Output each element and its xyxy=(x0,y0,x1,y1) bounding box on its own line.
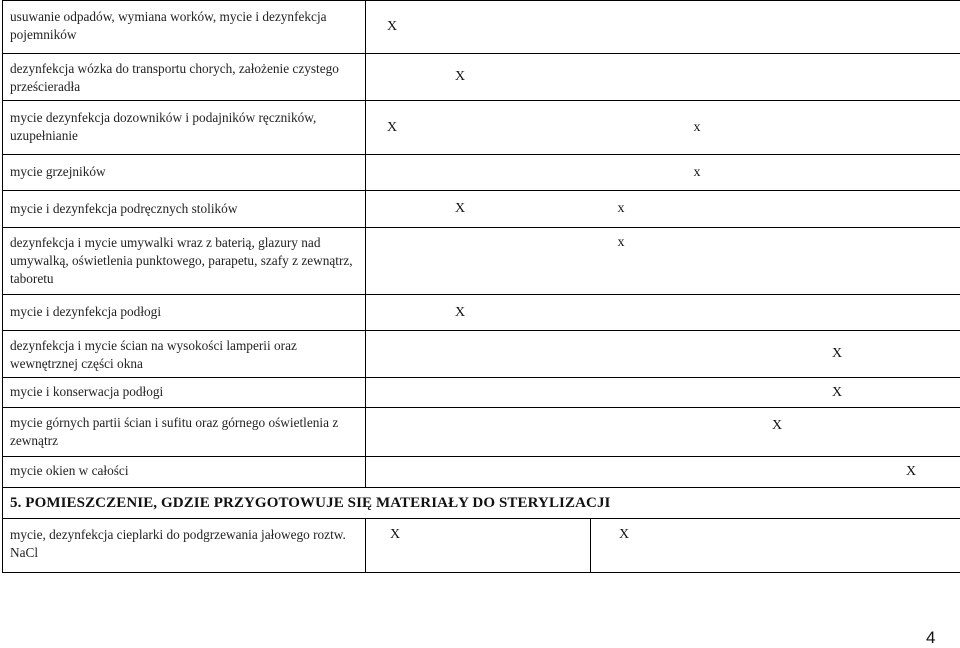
section-heading-row xyxy=(3,488,960,519)
task-description: mycie okien w całości xyxy=(10,463,129,478)
task-description: mycie i konserwacja podłogi xyxy=(10,384,164,399)
table-row xyxy=(3,101,960,155)
frequency-mark: X xyxy=(454,201,466,216)
frequency-mark: X xyxy=(454,304,466,320)
frequency-mark: X xyxy=(831,384,843,400)
table-row xyxy=(3,54,960,101)
table-row xyxy=(3,155,960,191)
cleaning-schedule-table xyxy=(2,0,960,573)
frequency-mark: X xyxy=(389,527,401,542)
frequency-mark: X xyxy=(386,119,398,135)
task-description: dezynfekcja wózka do transportu chorych, założenie czystego prześcieradła xyxy=(10,61,339,94)
frequency-mark: x xyxy=(693,119,701,135)
table-row xyxy=(3,519,960,573)
table-row xyxy=(3,0,960,54)
frequency-mark: X xyxy=(454,69,466,84)
task-description: dezynfekcja i mycie ścian na wysokości lamperii oraz wewnętrznej części okna xyxy=(10,338,297,371)
table-row xyxy=(3,295,960,331)
page-number: 4 xyxy=(926,628,936,647)
task-description: dezynfekcja i mycie umywalki wraz z baterią, glazury nad umywalką, oświetlenia punktowego, parapetu, szafy z zewnątrz, taboretu xyxy=(10,235,353,286)
task-description: mycie i dezynfekcja podręcznych stolików xyxy=(10,201,238,216)
section-heading: 5. POMIESZCZENIE, GDZIE PRZYGOTOWUJE SIĘ MATERIAŁY DO STERYLIZACJI xyxy=(10,494,611,511)
frequency-mark: X xyxy=(905,464,917,479)
table-row xyxy=(3,331,960,378)
table-row xyxy=(3,228,960,295)
table-row xyxy=(3,378,960,408)
frequency-mark: X xyxy=(831,346,843,361)
table-row xyxy=(3,408,960,457)
frequency-mark: x xyxy=(617,235,625,250)
frequency-mark: x xyxy=(617,201,625,216)
task-description: mycie, dezynfekcja cieplarki do podgrzewania jałowego roztw. NaCl xyxy=(10,527,346,560)
task-description: mycie górnych partii ścian i sufitu oraz górnego oświetlenia z zewnątrz xyxy=(10,415,339,448)
frequency-mark: X xyxy=(386,19,398,34)
table-row xyxy=(3,457,960,488)
frequency-mark: x xyxy=(693,164,701,180)
task-description: usuwanie odpadów, wymiana worków, mycie i dezynfekcja pojemników xyxy=(10,9,327,42)
task-description: mycie grzejników xyxy=(10,164,106,179)
frequency-mark: X xyxy=(771,418,783,433)
task-description: mycie i dezynfekcja podłogi xyxy=(10,304,162,319)
task-description: mycie dezynfekcja dozowników i podajników ręczników, uzupełnianie xyxy=(10,110,317,143)
frequency-mark: X xyxy=(618,527,630,542)
table-row xyxy=(3,191,960,228)
